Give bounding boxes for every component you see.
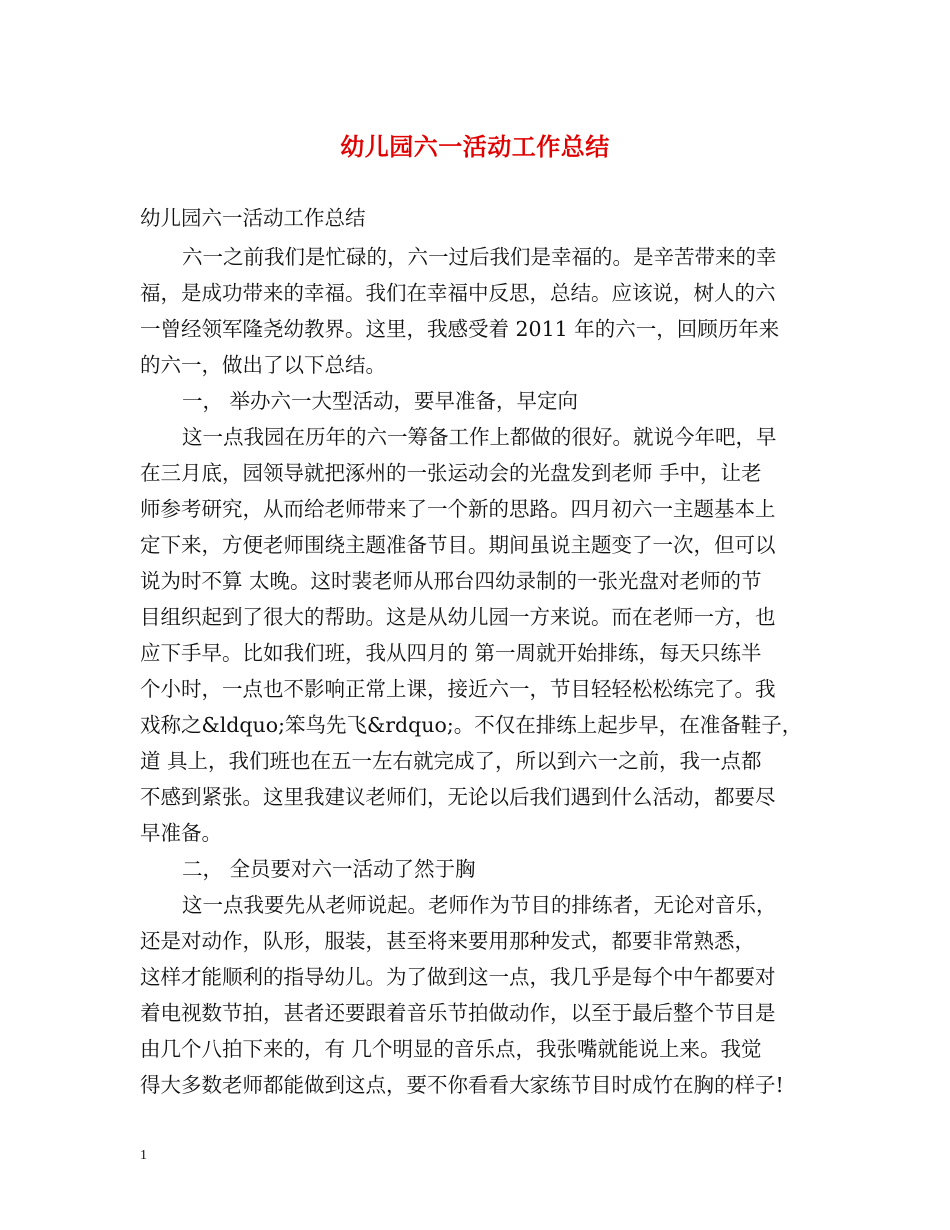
body-line: 个小时，一点也不影响正常上课，接近六一，节目轻轻松松练完了。我 bbox=[140, 677, 776, 701]
body-line: 不感到紧张。这里我建议老师们，无论以后我们遇到什么活动，都要尽 bbox=[140, 785, 776, 809]
body-line: 这样才能顺利的指导幼儿。为了做到这一点，我几乎是每个中午都要对 bbox=[140, 965, 776, 989]
body-line: 定下来，方便老师围绕主题准备节目。期间虽说主题变了一次，但可以 bbox=[140, 533, 776, 557]
body-line: 一曾经领军隆尧幼教界。这里，我感受着 2011 年的六一，回顾历年来 bbox=[140, 317, 780, 341]
body-line: 这一点我园在历年的六一筹备工作上都做的很好。就说今年吧，早 bbox=[182, 425, 777, 449]
section-heading: 一， 举办六一大型活动，要早准备，早定向 bbox=[182, 389, 579, 413]
body-line: 早准备。 bbox=[140, 821, 222, 845]
body-line: 六一之前我们是忙碌的，六一过后我们是幸福的。是辛苦带来的幸 bbox=[182, 245, 777, 269]
body-line: 得大多数老师都能做到这点，要不你看看大家练节目时成竹在胸的样子! bbox=[140, 1073, 784, 1097]
body-line: 说为时不算 太晚。这时裴老师从邢台四幼录制的一张光盘对老师的节 bbox=[140, 569, 762, 593]
body-line: 着电视数节拍，甚者还要跟着音乐节拍做动作，以至于最后整个节目是 bbox=[140, 1001, 776, 1025]
body-line: 师参考研究，从而给老师带来了一个新的思路。四月初六一主题基本上 bbox=[140, 497, 776, 521]
section-heading: 二， 全员要对六一活动了然于胸 bbox=[182, 857, 476, 881]
body-line: 的六一，做出了以下总结。 bbox=[140, 353, 386, 377]
body-line: 道 具上，我们班也在五一左右就完成了，所以到六一之前，我一点都 bbox=[140, 749, 762, 773]
body-line: 应下手早。比如我们班，我从四月的 第一周就开始排练，每天只练半 bbox=[140, 641, 762, 665]
body-line: 目组织起到了很大的帮助。这是从幼儿园一方来说。而在老师一方，也 bbox=[140, 605, 776, 629]
body-line: 福，是成功带来的幸福。我们在幸福中反思，总结。应该说，树人的六 bbox=[140, 281, 776, 305]
page-number: 1 bbox=[140, 1148, 147, 1163]
body-line: 由几个八拍下来的，有 几个明显的音乐点，我张嘴就能说上来。我觉 bbox=[140, 1037, 762, 1061]
document-title: 幼儿园六一活动工作总结 bbox=[340, 132, 610, 161]
body-line: 这一点我要先从老师说起。老师作为节目的排练者，无论对音乐， bbox=[182, 893, 777, 917]
body-line: 在三月底，园领导就把涿州的一张运动会的光盘发到老师 手中，让老 bbox=[140, 461, 762, 485]
body-line: 幼儿园六一活动工作总结 bbox=[140, 206, 366, 230]
body-line: 戏称之&ldquo;笨鸟先飞&rdquo;。不仅在排练上起步早，在准备鞋子， bbox=[140, 713, 803, 737]
body-line: 还是对动作，队形，服装，甚至将来要用那种发式，都要非常熟悉， bbox=[140, 929, 755, 953]
